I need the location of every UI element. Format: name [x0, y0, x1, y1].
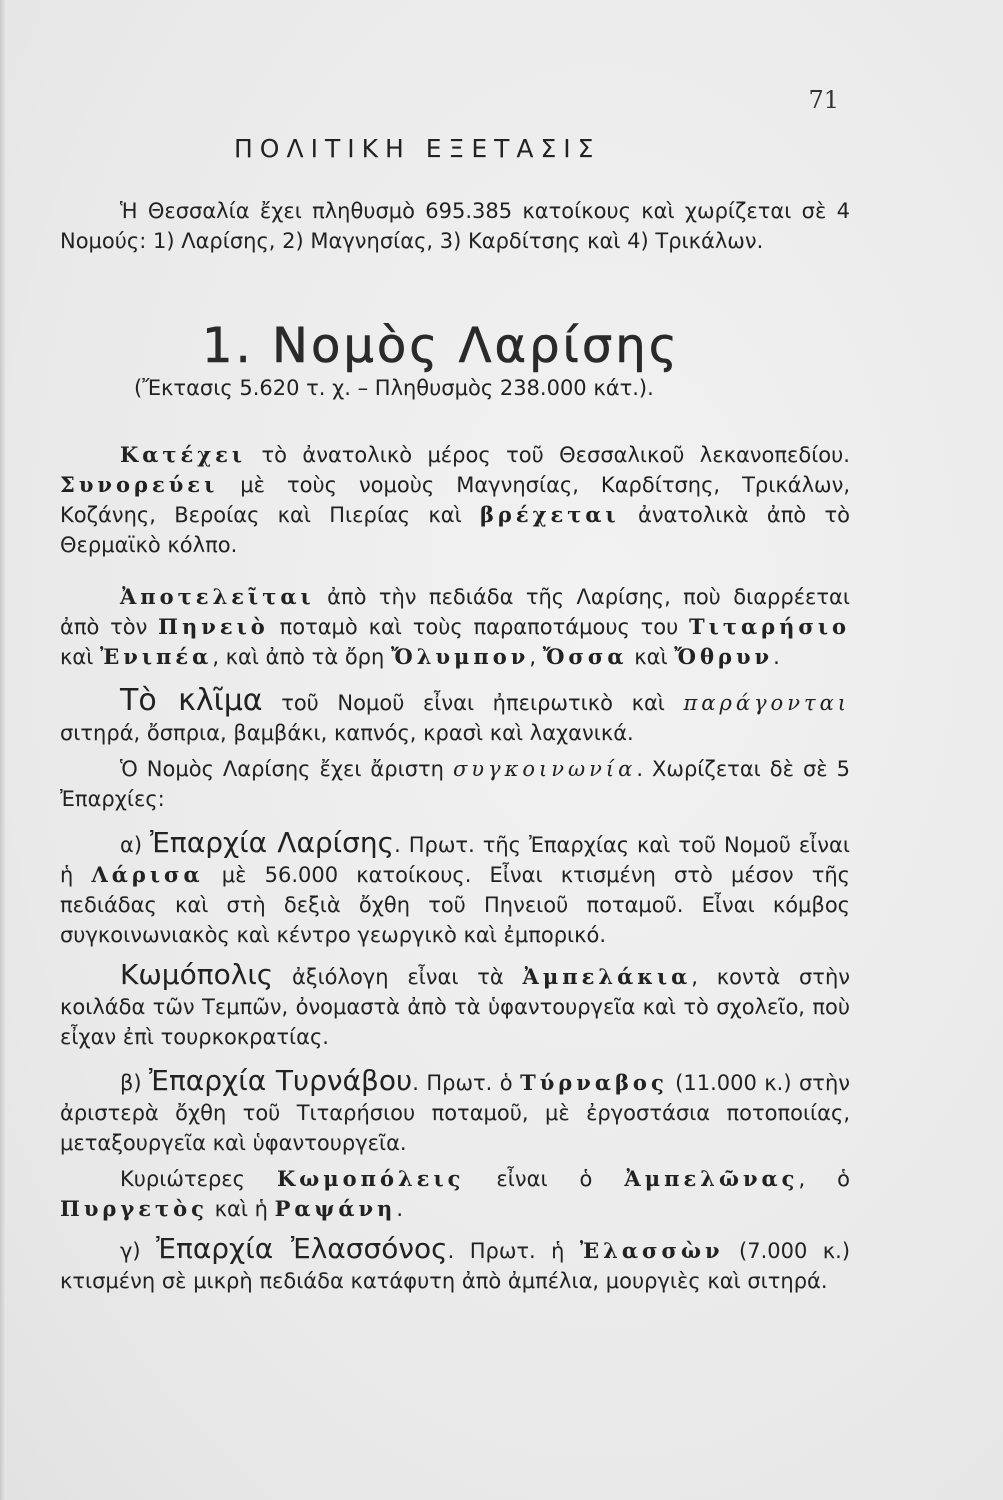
paragraph-elasson [60, 1234, 850, 1296]
nomos-subtitle: (Ἔκτασις 5.620 τ. χ. – Πληθυσμὸς 238.000 κάτ.). [134, 376, 654, 400]
nomos-title: 1. Νομὸς Λαρίσης [202, 318, 680, 374]
text-run: ἀξιόλογη εἶναι τὰ [273, 965, 523, 989]
paragraph-ampelakia [60, 960, 850, 1052]
emph-word: Ὄσσα [542, 644, 628, 669]
text-run: β) [120, 1071, 150, 1095]
page-number: 71 [808, 86, 839, 114]
text-run: α) [120, 833, 150, 857]
text-run: ποταμὸ καὶ τοὺς παραποτάμους του [268, 615, 690, 639]
text-run: Ὁ Νομὸς Λαρίσης ἔχει ἄριστη [120, 757, 453, 781]
text-run: ἀπὸ τὴν πεδιάδα τῆς Λαρίσης, ποὺ διαρρέεται ἀπὸ τὸν [60, 585, 850, 639]
paragraph-transport [60, 754, 850, 814]
emph-word: Ὄλυμπον [391, 644, 530, 669]
emph-word: Ἐλασσὼν [579, 1238, 724, 1263]
text-run: καὶ [60, 645, 101, 669]
text-run: τοῦ Νομοῦ εἶναι ἠπειρωτικὸ καὶ [262, 691, 684, 715]
paragraph-climate [60, 683, 850, 748]
text-run: τὸ ἀνατολικὸ μέρος τοῦ Θεσσαλικοῦ λεκανοπεδίου. [246, 443, 850, 467]
emph-word: Ἀμπελάκια [522, 964, 692, 989]
emph-word: Λάρισα [91, 862, 204, 887]
text-run: σιτηρά, ὄσπρια, βαμβάκι, καπνός, κρασὶ καὶ λαχανικά. [60, 721, 634, 745]
text-run: καὶ ἡ [207, 1197, 275, 1221]
intro-text: Ἡ Θεσσαλία ἔχει πληθυσμὸ 695.385 κατοίκους καὶ χωρίζεται σὲ 4 Νομούς: 1) Λαρίσης, 2) Μαγνησίας, 3) Καρδίτσης καὶ 4) Τρικάλων. [60, 199, 850, 253]
text-run: . [396, 1197, 404, 1221]
text-run: . Χωρίζεται δὲ σὲ 5 Ἐπαρχίες: [60, 757, 850, 811]
text-run: γ) [120, 1239, 157, 1263]
text-run: . [773, 645, 780, 669]
text-run: , [529, 645, 543, 669]
text-run: (7.000 κ.) κτισμένη σὲ μικρὴ πεδιάδα κατάφυτη ἀπὸ ἀμπέλια, μουργιὲς καὶ σιτηρά. [60, 1239, 851, 1293]
emph-word: βρέχεται [479, 502, 620, 527]
paragraph-geography [60, 582, 850, 672]
paragraph-larisa [60, 828, 850, 950]
section-title: ΠΟΛΙΤΙΚΗ ΕΞΕΤΑΣΙΣ [234, 134, 601, 163]
emph-word: Ραψάνη [274, 1196, 397, 1221]
emph-word: Συνορεύει [60, 472, 219, 497]
paragraph-komopoleis [60, 1164, 850, 1224]
heading-word: Ἐπαρχία Τυρνάβου [149, 1064, 413, 1097]
emph-word: Πυργετὸς [60, 1196, 208, 1221]
emph-word: Κωμοπόλεις [276, 1166, 465, 1191]
emph-word: Τύρναβος [520, 1070, 668, 1095]
text-run: , κοντὰ στὴν κοιλάδα τῶν Τεμπῶν, ὀνομαστὰ ἀπὸ τὰ ὑφαντουργεῖα καὶ τὸ σχολεῖο, ποὺ εἶχαν ἐπὶ τουρκοκρατίας. [60, 965, 850, 1049]
text-run: Κυριώτερες [120, 1167, 277, 1191]
emph-word: Πηνειὸ [158, 614, 269, 639]
emph-word: Ἀμπελῶνας [624, 1166, 799, 1191]
text-run: μὲ τοὺς νομοὺς Μαγνησίας, Καρδίτσης, Τρικάλων, Κοζάνης, Βεροίας καὶ Πιερίας καὶ [60, 473, 850, 527]
page-edge [0, 0, 6, 1500]
emph-word: Κατέχει [120, 442, 247, 467]
emph-word: Τιταρήσιο [689, 614, 851, 639]
emph-word: Ὄθρυν [674, 644, 774, 669]
text-run: (11.000 κ.) στὴν ἀριστερὰ ὄχθη τοῦ Τιταρήσιου ποταμοῦ, μὲ ἐργοστάσια ποτοποιίας, μεταξουργεῖα καὶ ὑφαντουργεῖα. [60, 1071, 850, 1155]
text-run: ἀνατολικὰ ἀπὸ τὸ Θερμαϊκὸ κόλπο. [60, 503, 850, 557]
text-run: . Πρωτ. τῆς Ἐπαρχίας καὶ τοῦ Νομοῦ εἶναι ἡ [60, 833, 850, 887]
text-run: καὶ [627, 645, 675, 669]
emph-word: Ἀποτελεῖται [120, 584, 315, 609]
paragraph-borders [60, 440, 850, 560]
text-run: , καὶ ἀπὸ τὰ ὄρη [212, 645, 391, 669]
paragraph-tyrnavos [60, 1066, 850, 1158]
emph-word: συγκοινωνία [452, 757, 637, 781]
body-text [60, 440, 850, 1296]
text-run: . Πρωτ. ἡ [447, 1239, 580, 1263]
heading-word: Ἐπαρχία Λαρίσης [150, 826, 395, 859]
text-run: , ὁ [798, 1167, 850, 1191]
heading-word: Κωμόπολις [120, 958, 274, 991]
emph-word: Ἐνιπέα [100, 644, 213, 669]
text-run: μὲ 56.000 κατοίκους. Εἶναι κτισμένη στὸ μέσον τῆς πεδιάδας καὶ στὴ δεξιὰ ὄχθη τοῦ Πηνειοῦ ποταμοῦ. Εἶναι κόμβος συγκοινωνιακὸς καὶ κέντρο γεωργικὸ καὶ ἐμπορικό. [60, 863, 850, 947]
intro-paragraph [60, 196, 850, 256]
emph-word: παράγονται [683, 691, 850, 715]
heading-word: Τὸ κλῖμα [120, 683, 263, 718]
heading-word: Ἐπαρχία Ἐλασσόνος [156, 1232, 448, 1265]
text-run: εἶναι ὁ [464, 1167, 625, 1191]
text-run: . Πρωτ. ὁ [412, 1071, 521, 1095]
